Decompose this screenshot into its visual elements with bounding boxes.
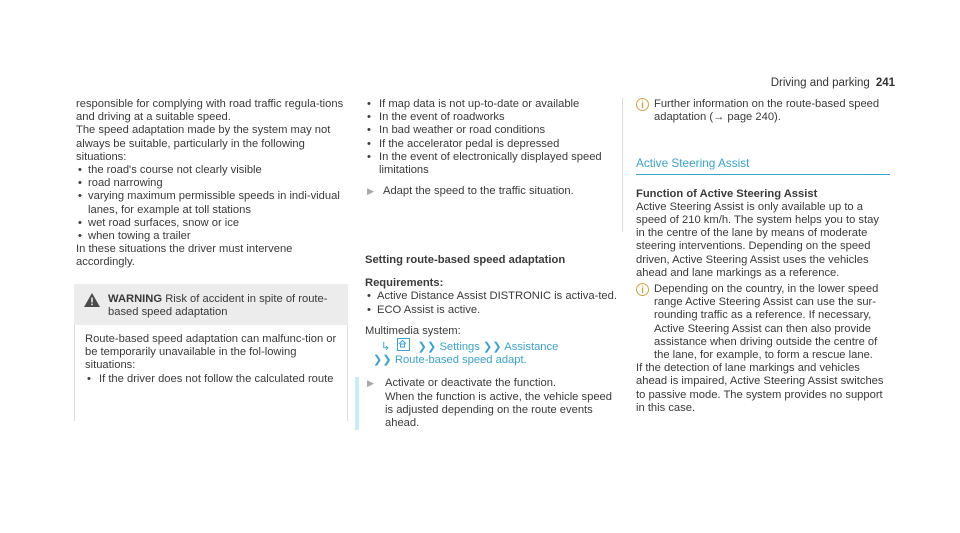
note-text: Depending on the country, in the lower speed range Active Steering Assist can use the sur-rounding traffic as a reference. If necessary, Active Steering Assist can then also provide assistance when driving outside the centre of the lane, for example, to form a rescue lane. bbox=[654, 283, 879, 362]
warning-header bbox=[74, 284, 348, 325]
column-1 bbox=[76, 98, 348, 421]
info-icon: i bbox=[636, 98, 649, 111]
list-item: • Active Distance Assist DISTRONIC is activa-ted. bbox=[365, 290, 623, 303]
chevron-right-icon: ❯❯ bbox=[417, 341, 437, 354]
warning-text: Route-based speed adaptation can malfunc-tion or be temporarily unavailable in the fol-lowing situations: bbox=[85, 333, 337, 372]
menu-item-settings[interactable]: Settings bbox=[439, 341, 480, 354]
column-2 bbox=[365, 98, 623, 430]
requirements-list bbox=[365, 290, 623, 316]
situation-list bbox=[76, 164, 348, 243]
action-step bbox=[355, 377, 623, 430]
malfunction-list bbox=[365, 98, 614, 177]
page-number: 241 bbox=[875, 77, 895, 89]
column-3 bbox=[636, 98, 890, 415]
warning-title: WARNING bbox=[108, 292, 163, 305]
warning-body bbox=[74, 325, 348, 421]
setting-heading: Setting route-based speed adaptation bbox=[365, 254, 566, 266]
list-item: • If the accelerator pedal is depressed bbox=[365, 138, 614, 151]
list-item: • varying maximum permissible speeds in indi-vidual lanes, for example at toll stations bbox=[76, 190, 348, 216]
info-icon: i bbox=[636, 283, 649, 296]
chevron-right-icon: ❯❯ bbox=[373, 354, 392, 367]
list-item: • If the driver does not follow the calculated route bbox=[85, 373, 339, 386]
menu-item-route-speed[interactable]: Route-based speed adapt. bbox=[394, 354, 527, 367]
subsection-heading: Function of Active Steering Assist bbox=[636, 187, 818, 200]
situation-intro: The speed adaptation made by the system may not always be suitable, particularly in the following situations: bbox=[76, 124, 331, 163]
warning-list bbox=[85, 373, 339, 386]
list-item: • In bad weather or road conditions bbox=[365, 124, 614, 137]
info-note bbox=[636, 98, 890, 124]
list-item: • wet road surfaces, snow or ice bbox=[76, 217, 348, 230]
menu-path bbox=[373, 338, 623, 367]
home-icon bbox=[397, 338, 410, 351]
intro-paragraph: responsible for complying with road traffic regula-tions and driving at a suitable speed. bbox=[76, 98, 344, 124]
list-item: • road narrowing bbox=[76, 177, 348, 190]
list-item: • ECO Assist is active. bbox=[365, 304, 623, 317]
return-arrow-icon: ↳ bbox=[381, 341, 391, 354]
list-item: • the road's course not clearly visible bbox=[76, 164, 348, 177]
adapt-instruction bbox=[365, 185, 614, 198]
warning-box bbox=[74, 284, 348, 421]
info-note bbox=[636, 283, 890, 362]
adapt-text: Adapt the speed to the traffic situation. bbox=[383, 185, 574, 198]
action-arrow-icon: ▶ bbox=[367, 186, 374, 197]
step-detail: When the function is active, the vehicle speed is adjusted depending on the route events ahead. bbox=[385, 390, 612, 430]
requirements-label: Requirements: bbox=[365, 277, 444, 290]
menu-item-assistance[interactable]: Assistance bbox=[504, 341, 559, 354]
list-item: • In the event of roadworks bbox=[365, 111, 614, 124]
list-item: • In the event of electronically displayed speed limitations bbox=[365, 151, 614, 177]
warning-triangle-icon bbox=[84, 293, 100, 307]
detection-paragraph: If the detection of lane markings and vehicles ahead is impaired, Active Steering Assist switches to passive mode. The system provides no support in this case. bbox=[636, 362, 884, 414]
function-paragraph: Active Steering Assist is only available up to a speed of 210 km/h. The system helps you to stay in the centre of the lane by means of moderate steering interventions. Depending on the speed driven, Active Steering Assist uses the vehicles ahead and lane markings as a reference. bbox=[636, 200, 879, 279]
action-arrow-icon: ▶ bbox=[367, 378, 374, 389]
list-item: • when towing a trailer bbox=[76, 230, 348, 243]
intervene-paragraph: In these situations the driver must intervene accordingly. bbox=[76, 243, 293, 269]
warning-lead: Risk of accident in spite of route-based speed adaptation bbox=[108, 292, 328, 318]
chevron-right-icon: ❯❯ bbox=[483, 341, 502, 354]
list-item: • If map data is not up-to-date or available bbox=[365, 98, 614, 111]
multimedia-label: Multimedia system: bbox=[365, 324, 461, 337]
section-title: Driving and parking bbox=[770, 77, 870, 89]
step-text: Activate or deactivate the function. bbox=[385, 377, 557, 390]
section-heading: Active Steering Assist bbox=[636, 157, 890, 174]
note-text: Further information on the route-based speed adaptation (→ page 240). bbox=[654, 98, 880, 124]
page-header bbox=[771, 77, 895, 90]
warning-continuation bbox=[365, 98, 623, 232]
